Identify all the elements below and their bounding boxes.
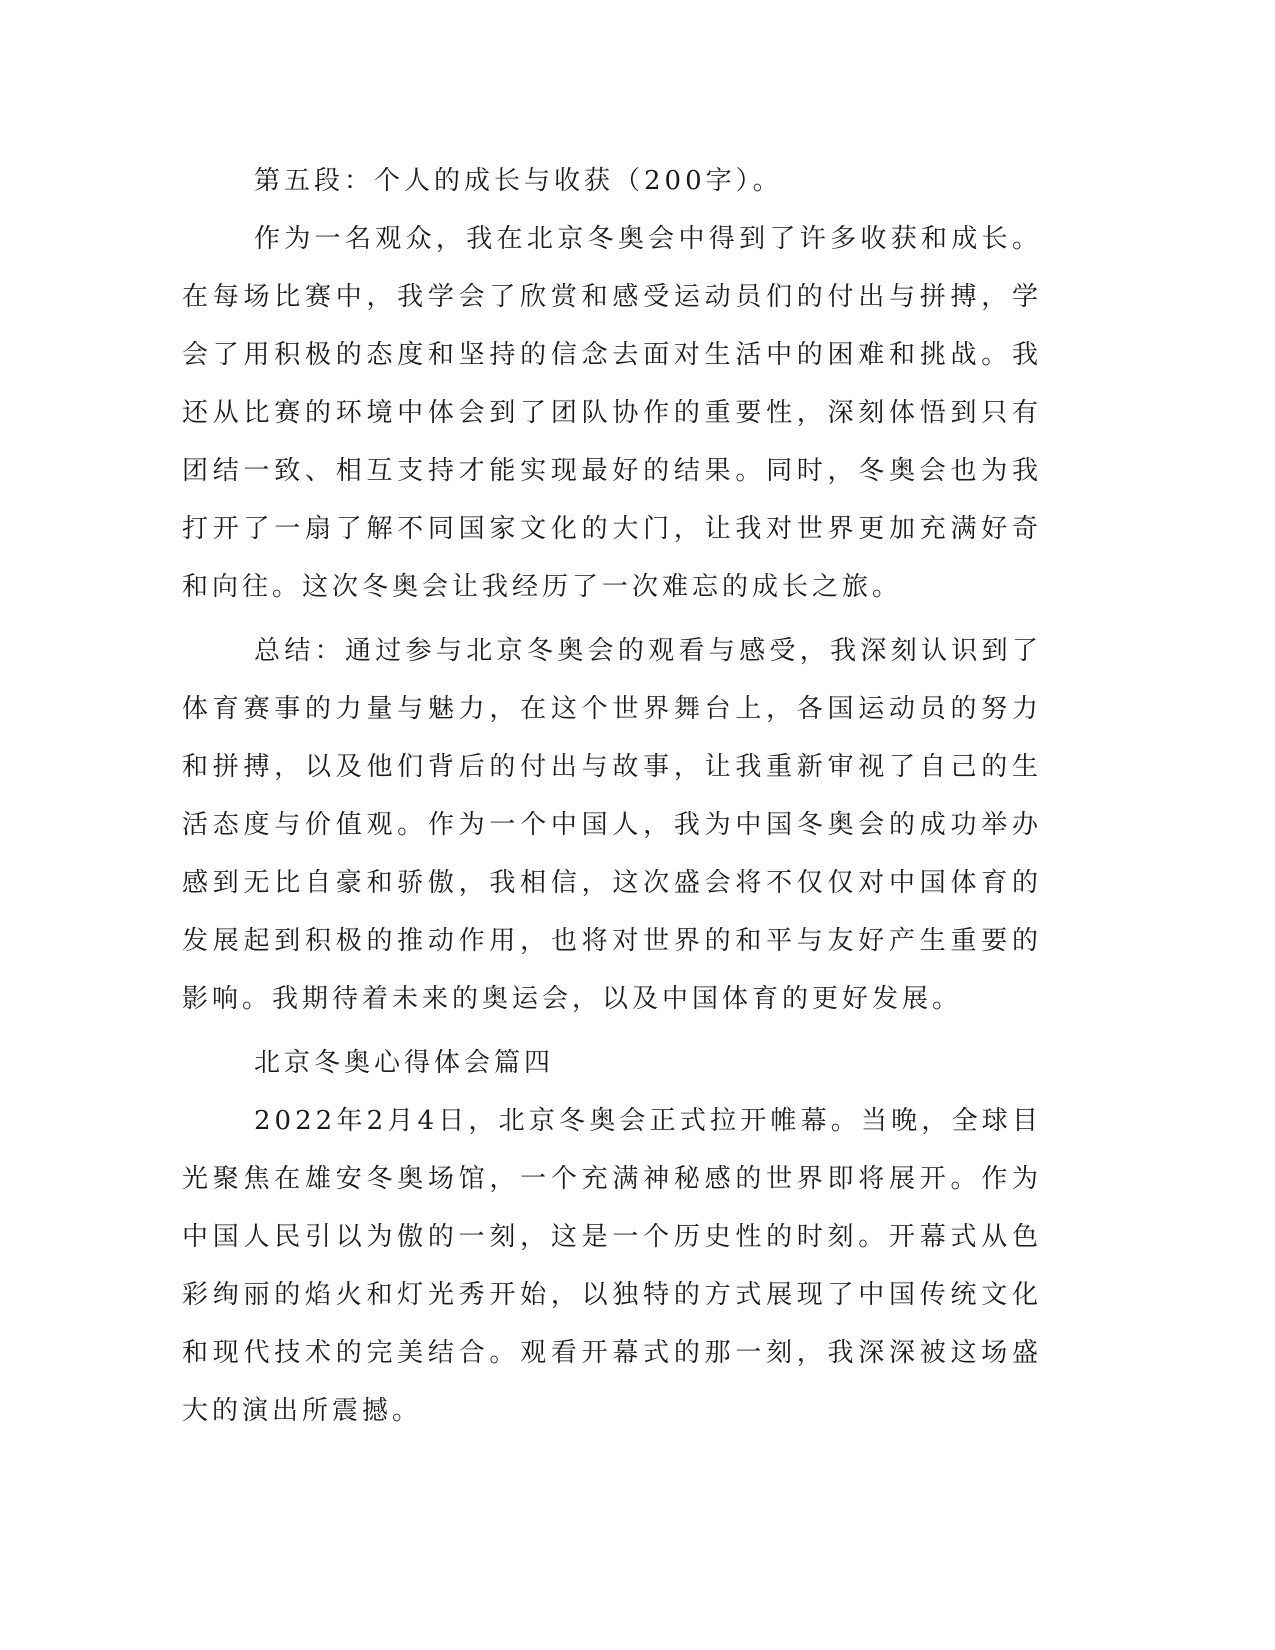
summary-paragraph-block bbox=[182, 622, 1042, 1028]
opening-ceremony-paragraph-block bbox=[182, 1092, 1042, 1440]
chapter-four-title-block bbox=[182, 1034, 1042, 1092]
chapter-four-title: 北京冬奥心得体会篇四 bbox=[254, 1048, 555, 1078]
opening-ceremony-paragraph: 2022年2月4日，北京冬奥会正式拉开帷幕。当晚，全球目光聚焦在雄安冬奥场馆，一个充满神秘感的世界即将展开。作为中国人民引以为傲的一刻，这是一个历史性的时刻。开幕式从色彩绚丽的焰火和灯光秀开始，以独特的方式展现了中国传统文化和现代技术的完美结合。观看开幕式的那一刻，我深深被这场盛大的演出所震撼。 bbox=[182, 1106, 1042, 1426]
summary-paragraph: 总结：通过参与北京冬奥会的观看与感受，我深刻认识到了体育赛事的力量与魅力，在这个世界舞台上，各国运动员的努力和拼搏，以及他们背后的付出与故事，让我重新审视了自己的生活态度与价值观。作为一个中国人，我为中国冬奥会的成功举办感到无比自豪和骄傲，我相信，这次盛会将不仅仅对中国体育的发展起到积极的推动作用，也将对世界的和平与友好产生重要的影响。我期待着未来的奥运会，以及中国体育的更好发展。 bbox=[182, 636, 1042, 1014]
growth-paragraph-block bbox=[182, 210, 1042, 616]
growth-paragraph: 作为一名观众，我在北京冬奥会中得到了许多收获和成长。在每场比赛中，我学会了欣赏和感受运动员们的付出与拼搏，学会了用积极的态度和坚持的信念去面对生活中的困难和挑战。我还从比赛的环境中体会到了团队协作的重要性，深刻体悟到只有团结一致、相互支持才能实现最好的结果。同时，冬奥会也为我打开了一扇了解不同国家文化的大门，让我对世界更加充满好奇和向往。这次冬奥会让我经历了一次难忘的成长之旅。 bbox=[182, 224, 1042, 602]
section-five-heading-block bbox=[182, 152, 1042, 210]
section-five-heading: 第五段：个人的成长与收获（200字）。 bbox=[254, 166, 783, 196]
